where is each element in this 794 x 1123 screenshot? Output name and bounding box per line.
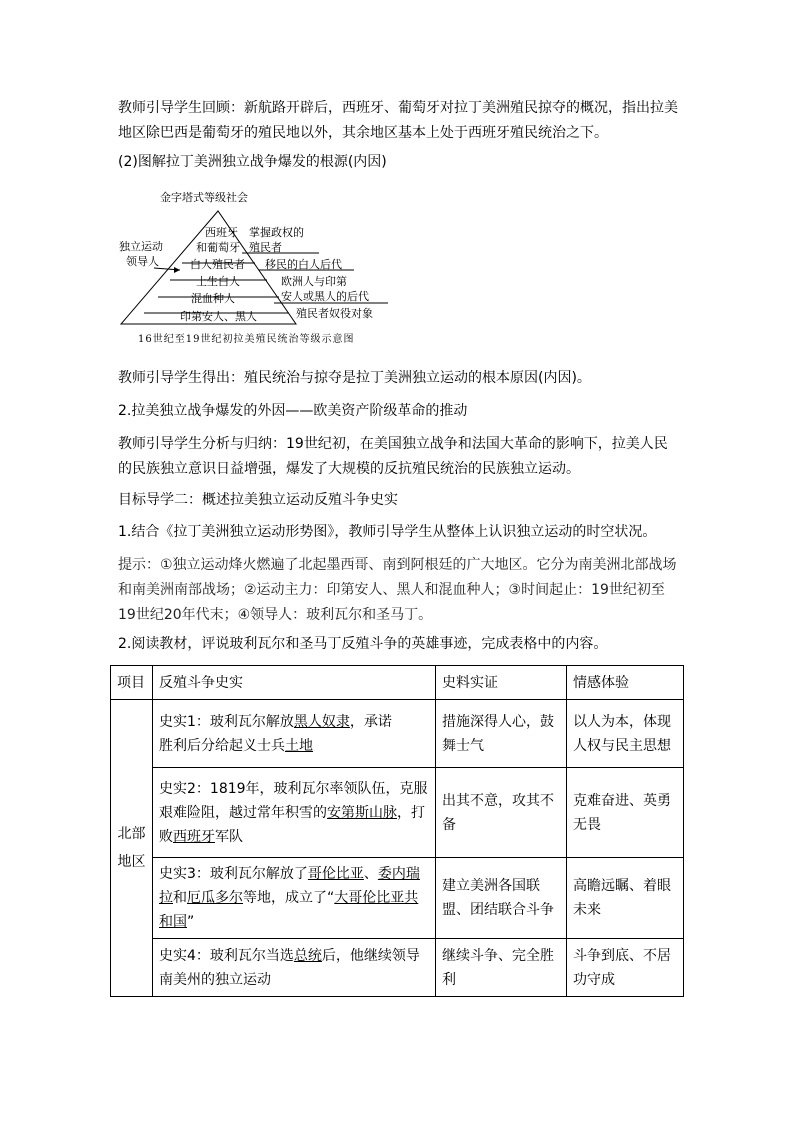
table-row	[111, 858, 684, 939]
hierarchy-pyramid-diagram	[118, 186, 398, 348]
pyramid-level-4: 混血种人	[191, 292, 235, 305]
note-3b: 安人或黑人的后代	[281, 290, 369, 303]
note-1a: 掌握政权的	[249, 226, 304, 239]
fact-cell: 史实3：玻利瓦尔解放了哥伦比亚、委内瑞拉和厄瓜多尔等地，成立了“大哥伦比亚共和国”	[159, 866, 420, 930]
table-row	[111, 700, 684, 768]
table-header-row	[111, 666, 684, 700]
note-2: 移民的白人后代	[265, 258, 342, 271]
evidence-cell: 出其不意，攻其不备	[442, 792, 554, 833]
table-row	[111, 939, 684, 997]
paragraph-external-cause: 2.拉美独立战争爆发的外因——欧美资产阶级革命的推动	[118, 403, 468, 419]
note-3a: 欧洲人与印第	[281, 275, 347, 288]
pyramid-level-1a: 西班牙	[205, 226, 238, 239]
struggle-facts-table	[110, 665, 684, 997]
paragraph-analysis: 教师引导学生分析与归纳：19世纪初，在美国独立战争和法国大革命的影响下，拉美人民的民族独立意识日益增强，爆发了大规模的反抗殖民统治的民族独立运动。	[118, 436, 668, 477]
paragraph-goal-two: 目标导学二：概述拉美独立运动反殖斗争史实	[118, 492, 398, 508]
evidence-cell: 措施深得人心，鼓舞士气	[442, 713, 554, 754]
header-emotion: 情感体验	[573, 674, 629, 691]
leader-label-1: 独立运动	[119, 240, 163, 253]
table-row	[111, 768, 684, 858]
pyramid-level-2: 白人殖民者	[190, 258, 245, 271]
header-facts: 反殖斗争史实	[159, 674, 243, 691]
paragraph-pyramid-heading: (2)图解拉丁美洲独立战争爆发的根源(内因)	[118, 154, 387, 170]
fact-cell: 史实2：1819年，玻利瓦尔率领队伍，克服艰难险阻，越过常年积雪的安第斯山脉，打败西班牙军队	[159, 780, 428, 845]
paragraph-table-task: 2.阅读教材，评说玻利瓦尔和圣马丁反殖斗争的英雄事迹，完成表格中的内容。	[118, 636, 608, 652]
fact-cell: 史实1：玻利瓦尔解放黑人奴隶，承诺 胜利后分给起义士兵土地	[159, 713, 392, 754]
emotion-cell: 克难奋进、英勇无畏	[573, 792, 671, 833]
fact-cell: 史实4：玻利瓦尔当选总统后，他继续领导南美州的独立运动	[159, 947, 420, 988]
emotion-cell: 斗争到底、不居功守成	[573, 947, 671, 988]
emotion-cell: 以人为本，体现人权与民主思想	[573, 713, 671, 754]
paragraph-review: 教师引导学生回顾：新航路开辟后，西班牙、葡萄牙对拉丁美洲殖民掠夺的概况，指出拉美地区除巴西是葡萄牙的殖民地以外，其余地区基本上处于西班牙殖民统治之下。	[118, 100, 678, 141]
header-evidence: 史料实证	[442, 674, 498, 691]
evidence-cell: 继续斗争、完全胜利	[442, 947, 554, 988]
pyramid-title: 金字塔式等级社会	[160, 191, 248, 204]
paragraph-map-task: 1.结合《拉丁美洲独立运动形势图》，教师引导学生从整体上认识独立运动的时空状况。	[118, 524, 657, 540]
pyramid-caption: 16世纪至19世纪初拉美殖民统治等级示意图	[138, 334, 355, 345]
pyramid-level-1b: 和葡萄牙	[196, 241, 240, 254]
pyramid-level-5: 印第安人、黑人	[180, 310, 257, 323]
paragraph-hint: 提示：①独立运动烽火燃遍了北起墨西哥、南到阿根廷的广大地区。它分为南美洲北部战场和南美洲南部战场；②运动主力：印第安人、黑人和混血种人；③时间起止：19世纪初至19世纪20年代末；④领导人：玻利瓦尔和圣马丁。	[118, 557, 677, 623]
header-item: 项目	[117, 674, 145, 691]
region-cell: 北部地区	[117, 826, 146, 870]
note-4: 殖民者奴役对象	[296, 307, 373, 320]
note-1b: 殖民者	[249, 241, 282, 254]
leader-label-2: 领导人	[126, 255, 159, 268]
emotion-cell: 高瞻远瞩、着眼未来	[573, 878, 671, 918]
paragraph-root-cause: 教师引导学生得出：殖民统治与掠夺是拉丁美洲独立运动的根本原因(内因)。	[118, 370, 591, 386]
evidence-cell: 建立美洲各国联盟、团结联合斗争	[442, 878, 554, 918]
pyramid-level-3: 土生白人	[196, 275, 240, 288]
